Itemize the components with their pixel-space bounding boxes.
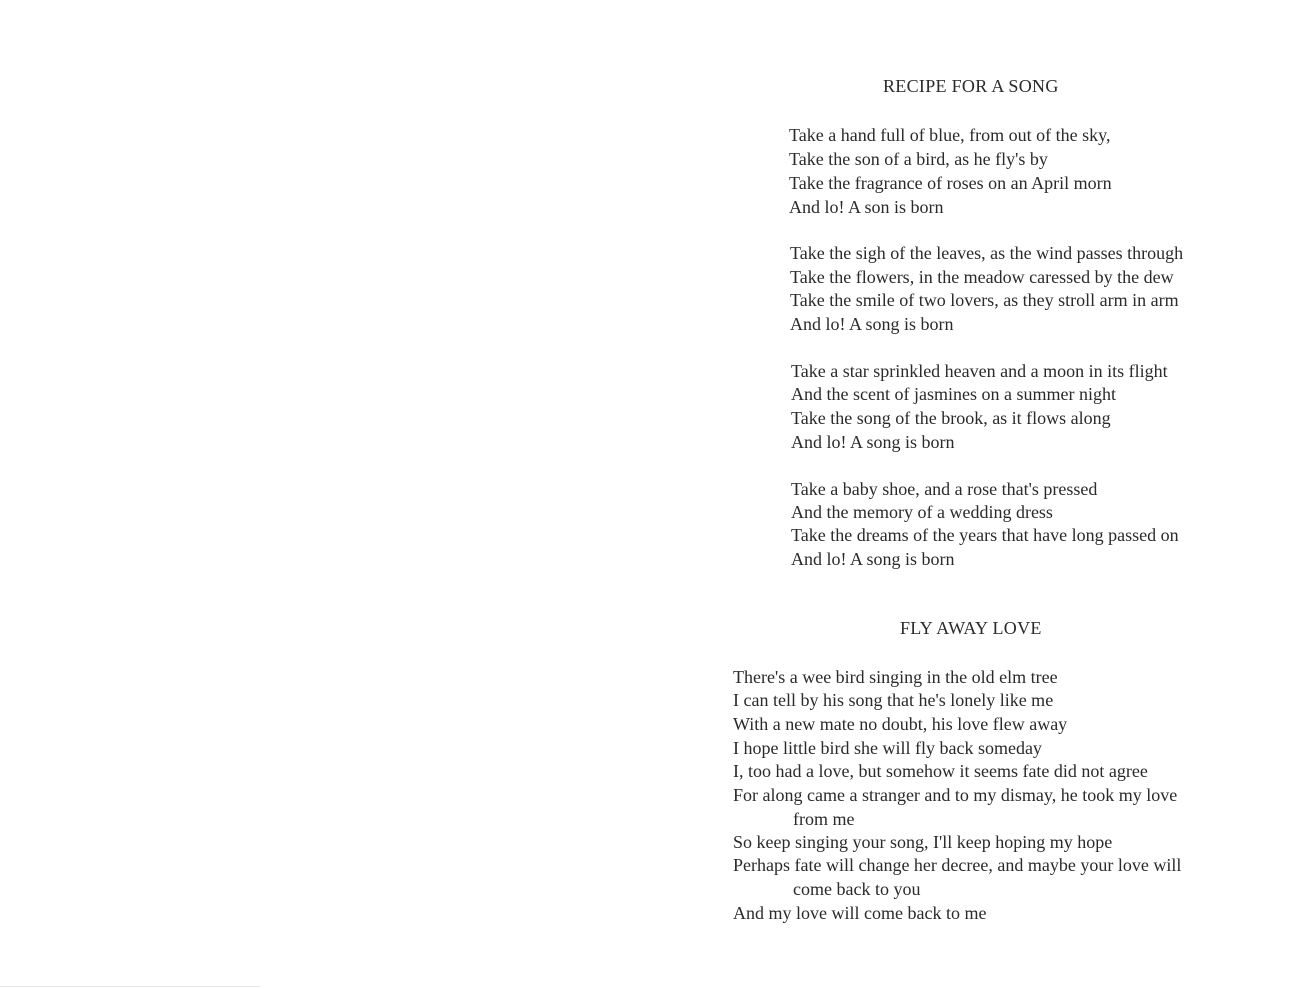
poem-line: For along came a stranger and to my dismay, he took my love (733, 785, 1178, 805)
scan-edge-divider (0, 986, 260, 987)
poem-line: I can tell by his song that he's lonely like me (733, 690, 1054, 710)
poem-line: Perhaps fate will change her decree, and maybe your love will (733, 855, 1182, 875)
poem-line: And the memory of a wedding dress (791, 502, 1053, 522)
poem-line: And lo! A song is born (790, 314, 954, 334)
poem-line: I hope little bird she will fly back someday (733, 738, 1042, 758)
poem-line: And my love will come back to me (733, 903, 987, 923)
poem-line: And lo! A song is born (791, 549, 955, 569)
poem-line: Take the smile of two lovers, as they stroll arm in arm (790, 290, 1179, 310)
poem-line: And lo! A song is born (791, 432, 955, 452)
poem-line: Take a hand full of blue, from out of the sky, (789, 125, 1111, 145)
poem-title-recipe-for-a-song: RECIPE FOR A SONG (883, 76, 1059, 96)
poem-line: Take the son of a bird, as he fly's by (789, 149, 1048, 169)
poem-line: Take the song of the brook, as it flows along (791, 408, 1111, 428)
poem-line: And the scent of jasmines on a summer night (791, 384, 1116, 404)
poem-title-fly-away-love: FLY AWAY LOVE (900, 618, 1042, 638)
poem-line: Take a baby shoe, and a rose that's pressed (791, 479, 1098, 499)
poem-line: Take a star sprinkled heaven and a moon in its flight (791, 361, 1168, 381)
poem-line: Take the fragrance of roses on an April morn (789, 173, 1112, 193)
poem-line: Take the dreams of the years that have long passed on (791, 525, 1179, 545)
poem-line: With a new mate no doubt, his love flew away (733, 714, 1068, 734)
poem-line: And lo! A son is born (789, 197, 944, 217)
poem-line: I, too had a love, but somehow it seems fate did not agree (733, 761, 1148, 781)
poem-line: Take the sigh of the leaves, as the wind passes through (790, 243, 1184, 263)
poem-line-continuation: come back to you (793, 879, 921, 899)
poem-line: Take the flowers, in the meadow caressed by the dew (790, 267, 1174, 287)
poem-line: There's a wee bird singing in the old elm tree (733, 667, 1058, 687)
poem-line: So keep singing your song, I'll keep hoping my hope (733, 832, 1113, 852)
poem-line-continuation: from me (793, 809, 855, 829)
